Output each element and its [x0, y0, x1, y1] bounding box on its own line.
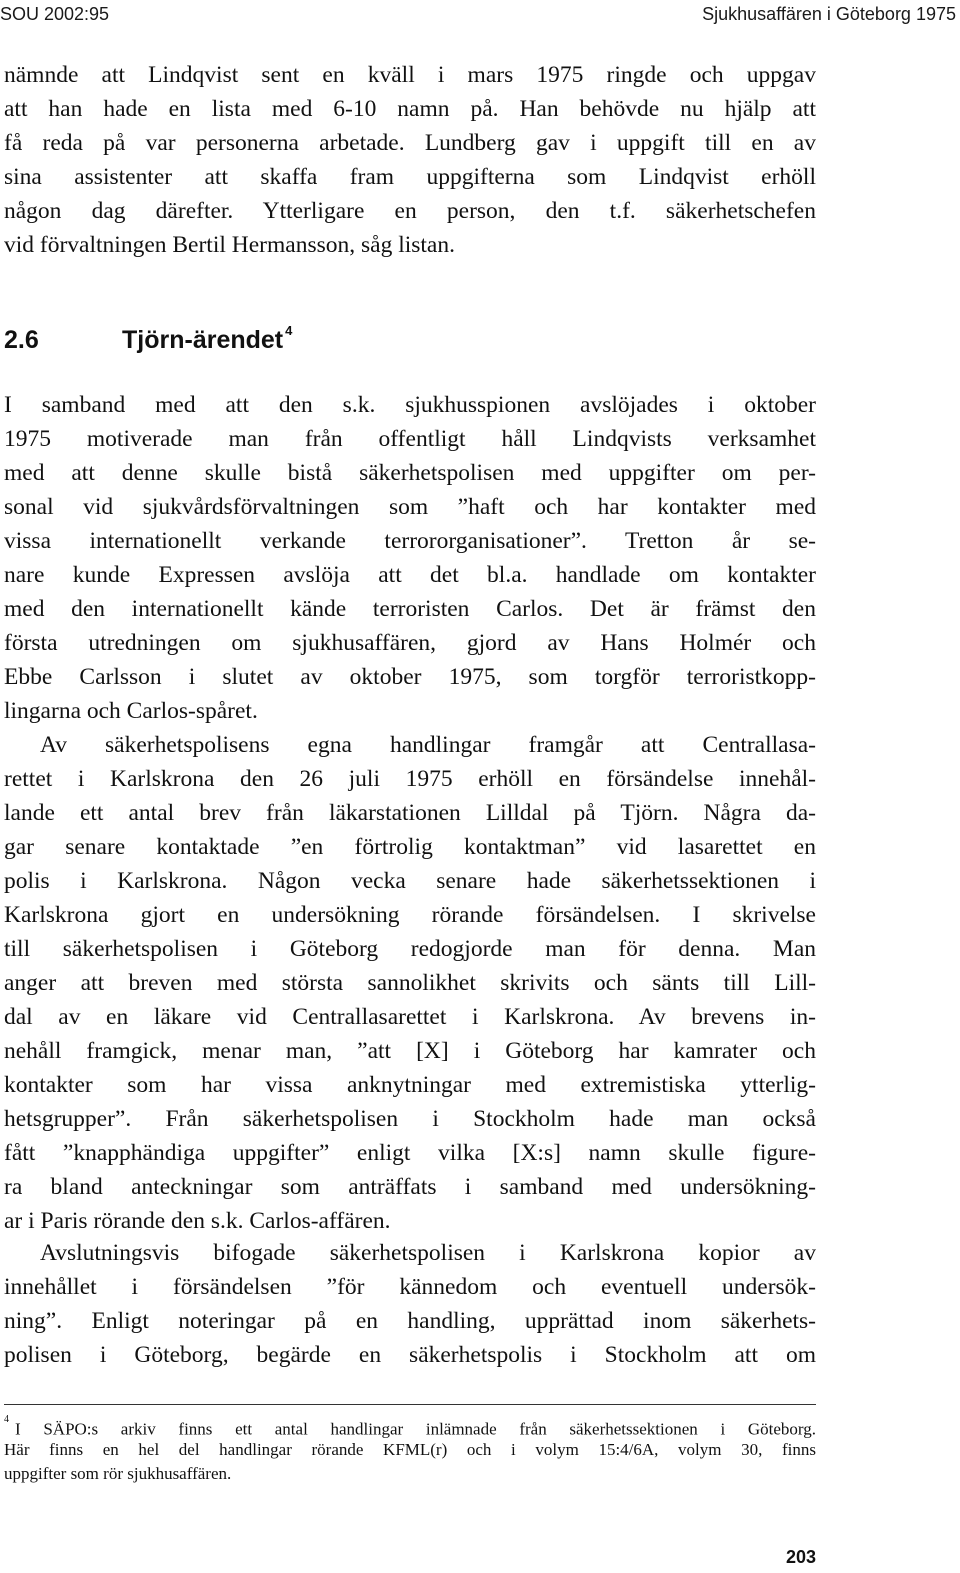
footnote-reference: 4	[285, 322, 293, 338]
text-line: polis i Karlskrona. Någon vecka senare hade säkerhetssektionen i	[4, 868, 816, 894]
section-title: Tjörn-ärendet	[122, 326, 284, 354]
footnote-line	[4, 1414, 816, 1438]
text-line: lande ett antal brev från läkarstationen Lilldal på Tjörn. Några da-	[4, 800, 816, 826]
text-line: innehållet i försändelsen ”för kännedom och eventuell undersök-	[4, 1274, 816, 1300]
section-number: 2.6	[4, 326, 39, 354]
text-line: nehåll framgick, menar man, ”att [X] i Göteborg har kamrater och	[4, 1038, 816, 1064]
text-line: fått ”knapphändiga uppgifter” enligt vilka [X:s] namn skulle figure-	[4, 1140, 816, 1166]
text-line: någon dag därefter. Ytterligare en person, den t.f. säkerhetschefen	[4, 198, 816, 224]
text-line: Ebbe Carlsson i slutet av oktober 1975, som torgför terroristkopp-	[4, 664, 816, 690]
text-line: få reda på var personerna arbetade. Lundberg gav i uppgift till en av	[4, 130, 816, 156]
text-line: Karlskrona gjort en undersökning rörande försändelsen. I skrivelse	[4, 902, 816, 928]
text-line: Av säkerhetspolisens egna handlingar framgår att Centrallasa-	[40, 732, 816, 758]
text-line: 1975 motiverade man från offentligt håll Lindqvists verksamhet	[4, 426, 816, 452]
text-line: till säkerhetspolisen i Göteborg redogjorde man för denna. Man	[4, 936, 816, 962]
text-line: ra bland anteckningar som anträffats i samband med undersökning-	[4, 1174, 816, 1200]
text-line: ning”. Enligt noteringar på en handling, upprättad inom säkerhets-	[4, 1308, 816, 1334]
text-line: vissa internationellt verkande terrororganisationer”. Tretton år se-	[4, 528, 816, 554]
section-heading	[4, 322, 293, 355]
chapter-title: Sjukhusaffären i Göteborg 1975	[702, 4, 956, 24]
text-line: rettet i Karlskrona den 26 juli 1975 erhöll en försändelse innehål-	[4, 766, 816, 792]
page-number: 203	[785, 1547, 816, 1567]
text-line: polisen i Göteborg, begärde en säkerhetspolis i Stockholm att om	[4, 1342, 816, 1368]
text-line: gar senare kontaktade ”en förtrolig kontaktman” vid lasarettet en	[4, 834, 816, 860]
text-line: hetsgrupper”. Från säkerhetspolisen i Stockholm hade man också	[4, 1106, 816, 1132]
text-line: anger att breven med största sannolikhet skrivits och sänts till Lill-	[4, 970, 816, 996]
footnote-line: uppgifter som rör sjukhusaffären.	[4, 1464, 232, 1483]
paragraph-1	[4, 58, 816, 262]
paragraph-4	[4, 1236, 816, 1372]
text-line: med att denne skulle bistå säkerhetspolisen med uppgifter om per-	[4, 460, 816, 486]
text-line: kontakter som har vissa anknytningar med extremistiska ytterlig-	[4, 1072, 816, 1098]
text-line: sina assistenter att skaffa fram uppgifterna som Lindqvist erhöll	[4, 164, 816, 190]
text-line: första utredningen om sjukhusaffären, gjord av Hans Holmér och	[4, 630, 816, 656]
text-line: nämnde att Lindqvist sent en kväll i mars 1975 ringde och uppgav	[4, 62, 816, 88]
text-line: Avslutningsvis bifogade säkerhetspolisen i Karlskrona kopior av	[40, 1240, 816, 1266]
text-line: att han hade en lista med 6-10 namn på. Han behövde nu hjälp att	[4, 96, 816, 122]
text-line: ar i Paris rörande den s.k. Carlos-affären.	[4, 1208, 391, 1234]
text-line: med den internationellt kände terroristen Carlos. Det är främst den	[4, 596, 816, 622]
footnote-text: I SÄPO:s arkiv finns ett antal handlingar inlämnade från säkerhetssektionen i Göteborg.	[15, 1419, 816, 1439]
text-line: vid förvaltningen Bertil Hermansson, såg listan.	[4, 232, 455, 258]
paragraph-2	[4, 388, 816, 728]
footnote-marker: 4	[4, 1414, 9, 1425]
text-line: lingarna och Carlos-spåret.	[4, 698, 258, 724]
footnote-divider	[4, 1404, 816, 1405]
paragraph-3	[4, 728, 816, 1238]
text-line: dal av en läkare vid Centrallasarettet i Karlskrona. Av brevens in-	[4, 1004, 816, 1030]
report-reference: SOU 2002:95	[0, 4, 110, 24]
text-line: nare kunde Expressen avslöja att det bl.a. handlade om kontakter	[4, 562, 816, 588]
footnote	[4, 1414, 816, 1486]
text-line: sonal vid sjukvårdsförvaltningen som ”haft och har kontakter med	[4, 494, 816, 520]
running-header	[0, 4, 960, 32]
footnote-line: Här finns en hel del handlingar rörande KFML(r) och i volym 15:4/6A, volym 30, finns	[4, 1440, 816, 1459]
text-line: I samband med att den s.k. sjukhusspionen avslöjades i oktober	[4, 392, 816, 418]
